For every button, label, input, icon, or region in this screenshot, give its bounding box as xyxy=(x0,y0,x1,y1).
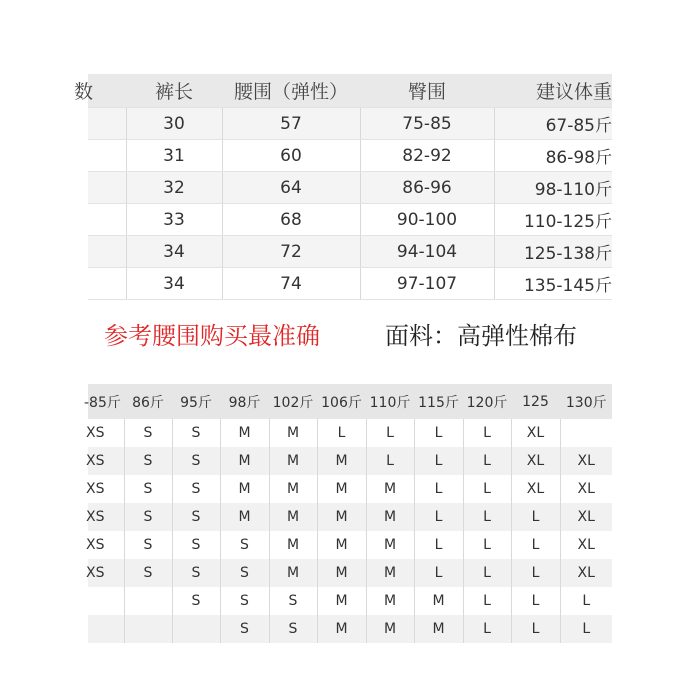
weight-grid-cell: M xyxy=(317,503,366,531)
weight-grid-cell: M xyxy=(269,503,317,531)
weight-grid-cell: M xyxy=(269,559,317,587)
weight-grid-cell: S xyxy=(220,587,269,615)
size-table-cell: 68 xyxy=(222,204,360,236)
weight-grid-cell: XS xyxy=(88,475,124,503)
weight-grid-cell: S xyxy=(124,419,172,447)
weight-grid-cell: M xyxy=(366,475,414,503)
size-table-header-cell: 建议体重 xyxy=(494,74,612,108)
weight-grid-cell: M xyxy=(366,503,414,531)
weight-grid-cell: M xyxy=(220,419,269,447)
size-table-cell: 57 xyxy=(222,108,360,140)
weight-grid-cell: XL xyxy=(560,559,612,587)
size-table-cell: 31 xyxy=(126,140,222,172)
weight-grid-cell: S xyxy=(220,531,269,559)
weight-grid-cell: S xyxy=(172,587,220,615)
weight-grid-cell: M xyxy=(366,587,414,615)
weight-grid-cell xyxy=(124,587,172,615)
weight-grid-cell: L xyxy=(414,503,463,531)
weight-grid-header-cell: 86斤 xyxy=(124,384,172,419)
weight-grid-cell: S xyxy=(269,615,317,643)
weight-grid-header-cell: 95斤 xyxy=(172,384,220,419)
size-table-cell: 74 xyxy=(222,268,360,300)
weight-grid-cell: S xyxy=(172,503,220,531)
size-table-cell: 75-85 xyxy=(360,108,494,140)
weight-grid-cell: L xyxy=(560,587,612,615)
size-table-header-cell: 裤长 xyxy=(126,74,222,108)
weight-grid-cell: S xyxy=(172,419,220,447)
weight-grid-cell: L xyxy=(317,419,366,447)
weight-grid-header-cell: -85斤 xyxy=(88,384,124,419)
weight-grid-cell: S xyxy=(124,559,172,587)
size-table-cell: 82-92 xyxy=(360,140,494,172)
weight-grid-cell: XS xyxy=(88,419,124,447)
size-table-cell: 34 xyxy=(126,236,222,268)
weight-grid-cell: M xyxy=(220,503,269,531)
weight-grid-cell: M xyxy=(317,559,366,587)
weight-grid-cell: L xyxy=(414,559,463,587)
weight-grid-cell: L xyxy=(560,615,612,643)
weight-grid-header-row xyxy=(88,384,612,419)
weight-grid-cell: S xyxy=(172,559,220,587)
size-table-cell xyxy=(88,204,126,236)
weight-grid-cell: L xyxy=(463,475,511,503)
weight-grid-cell: S xyxy=(269,587,317,615)
weight-grid-row xyxy=(88,447,612,475)
weight-grid-cell: M xyxy=(269,419,317,447)
size-table-cell: 86-98斤 xyxy=(494,140,612,172)
weight-grid-cell: L xyxy=(511,559,560,587)
size-table-cell: 60 xyxy=(222,140,360,172)
weight-grid-cell: S xyxy=(172,475,220,503)
weight-grid-cell: L xyxy=(463,615,511,643)
weight-grid-cell: S xyxy=(220,615,269,643)
weight-grid-cell: M xyxy=(317,475,366,503)
size-table-cell: 67-85斤 xyxy=(494,108,612,140)
weight-grid-cell xyxy=(560,419,612,447)
weight-grid-cell: L xyxy=(463,559,511,587)
size-table-cell xyxy=(88,140,126,172)
size-table-cell xyxy=(88,172,126,204)
weight-grid-cell: XS xyxy=(88,503,124,531)
weight-grid-cell: XL xyxy=(560,531,612,559)
weight-grid-cell: XL xyxy=(511,447,560,475)
weight-grid-cell: L xyxy=(414,447,463,475)
weight-grid-cell: XL xyxy=(560,475,612,503)
size-table-cell xyxy=(88,108,126,140)
size-table-row xyxy=(88,140,612,172)
weight-grid-cell: M xyxy=(414,615,463,643)
size-table-cell: 110-125斤 xyxy=(494,204,612,236)
weight-grid-cell: M xyxy=(317,531,366,559)
size-table-header-cell: 臀围 xyxy=(360,74,494,108)
fabric-note: 面料：高弹性棉布 xyxy=(385,322,577,350)
size-table-cell: 72 xyxy=(222,236,360,268)
size-table-cell: 94-104 xyxy=(360,236,494,268)
weight-grid-cell: L xyxy=(463,447,511,475)
weight-grid-header-cell: 125 xyxy=(511,384,560,419)
size-table-cell xyxy=(88,236,126,268)
weight-size-grid xyxy=(84,384,612,643)
weight-grid-cell xyxy=(124,615,172,643)
weight-grid-cell: L xyxy=(463,419,511,447)
weight-grid-cell: L xyxy=(463,503,511,531)
weight-grid-cell: M xyxy=(269,447,317,475)
weight-grid-header-cell: 115斤 xyxy=(414,384,463,419)
size-table-header-cell: 数 xyxy=(88,74,126,108)
waist-tip-note: 参考腰围购买最准确 xyxy=(104,322,320,350)
weight-grid-cell: S xyxy=(172,531,220,559)
weight-grid-header-cell: 120斤 xyxy=(463,384,511,419)
size-table-cell: 97-107 xyxy=(360,268,494,300)
weight-grid-cell: M xyxy=(220,447,269,475)
size-table-header-row xyxy=(88,74,612,108)
weight-grid-header-cell: 130斤 xyxy=(560,384,612,419)
weight-grid-row xyxy=(88,615,612,643)
weight-grid-cell: XS xyxy=(88,559,124,587)
size-table-cell: 34 xyxy=(126,268,222,300)
weight-grid-cell xyxy=(172,615,220,643)
weight-grid-cell: S xyxy=(124,503,172,531)
weight-grid-cell: S xyxy=(220,559,269,587)
weight-grid-cell: L xyxy=(511,615,560,643)
weight-grid-cell: M xyxy=(317,587,366,615)
weight-grid-cell: L xyxy=(511,503,560,531)
weight-grid-header-cell: 98斤 xyxy=(220,384,269,419)
size-table-cell: 125-138斤 xyxy=(494,236,612,268)
weight-grid-cell: M xyxy=(366,615,414,643)
weight-grid-cell: XL xyxy=(511,419,560,447)
weight-grid-row xyxy=(88,503,612,531)
weight-grid-row xyxy=(88,419,612,447)
weight-grid-header-cell: 110斤 xyxy=(366,384,414,419)
weight-grid-row xyxy=(88,587,612,615)
weight-grid-row xyxy=(88,559,612,587)
weight-grid-cell xyxy=(88,615,124,643)
size-table-row xyxy=(88,172,612,204)
size-table-cell: 32 xyxy=(126,172,222,204)
size-table xyxy=(74,74,612,300)
weight-grid-cell: XS xyxy=(88,531,124,559)
size-table-cell: 90-100 xyxy=(360,204,494,236)
weight-grid-cell: M xyxy=(317,615,366,643)
weight-grid-cell: M xyxy=(366,559,414,587)
size-table-row xyxy=(88,236,612,268)
weight-grid-cell: L xyxy=(463,587,511,615)
size-table-cell: 33 xyxy=(126,204,222,236)
size-table-row xyxy=(88,268,612,300)
size-table-cell: 64 xyxy=(222,172,360,204)
weight-grid-cell: L xyxy=(414,419,463,447)
weight-grid-cell: L xyxy=(511,587,560,615)
weight-grid-cell: L xyxy=(463,531,511,559)
size-table-header-cell: 腰围（弹性） xyxy=(222,74,360,108)
weight-grid-cell: L xyxy=(511,531,560,559)
weight-grid-cell: M xyxy=(317,447,366,475)
weight-grid-cell: M xyxy=(414,587,463,615)
weight-grid-cell: L xyxy=(366,447,414,475)
weight-grid-cell: L xyxy=(366,419,414,447)
size-table-cell: 135-145斤 xyxy=(494,268,612,300)
size-table-row xyxy=(88,204,612,236)
weight-grid-header-cell: 106斤 xyxy=(317,384,366,419)
weight-grid-cell: XL xyxy=(511,475,560,503)
weight-grid-cell: S xyxy=(124,531,172,559)
weight-grid-cell: S xyxy=(124,447,172,475)
weight-grid-row xyxy=(88,531,612,559)
weight-grid-cell: M xyxy=(220,475,269,503)
weight-grid-cell: XS xyxy=(88,447,124,475)
weight-grid-cell: S xyxy=(172,447,220,475)
weight-grid-cell: M xyxy=(269,531,317,559)
weight-grid-cell: L xyxy=(414,531,463,559)
weight-grid-cell: XL xyxy=(560,503,612,531)
size-table-cell xyxy=(88,268,126,300)
weight-grid-cell: XL xyxy=(560,447,612,475)
size-table-cell: 30 xyxy=(126,108,222,140)
weight-grid-row xyxy=(88,475,612,503)
size-table-row xyxy=(88,108,612,140)
size-table-cell: 86-96 xyxy=(360,172,494,204)
weight-grid-cell: S xyxy=(124,475,172,503)
size-table-cell: 98-110斤 xyxy=(494,172,612,204)
weight-grid-header-cell: 102斤 xyxy=(269,384,317,419)
weight-grid-cell: L xyxy=(414,475,463,503)
weight-grid-cell xyxy=(88,587,124,615)
weight-grid-cell: M xyxy=(269,475,317,503)
weight-grid-cell: M xyxy=(366,531,414,559)
